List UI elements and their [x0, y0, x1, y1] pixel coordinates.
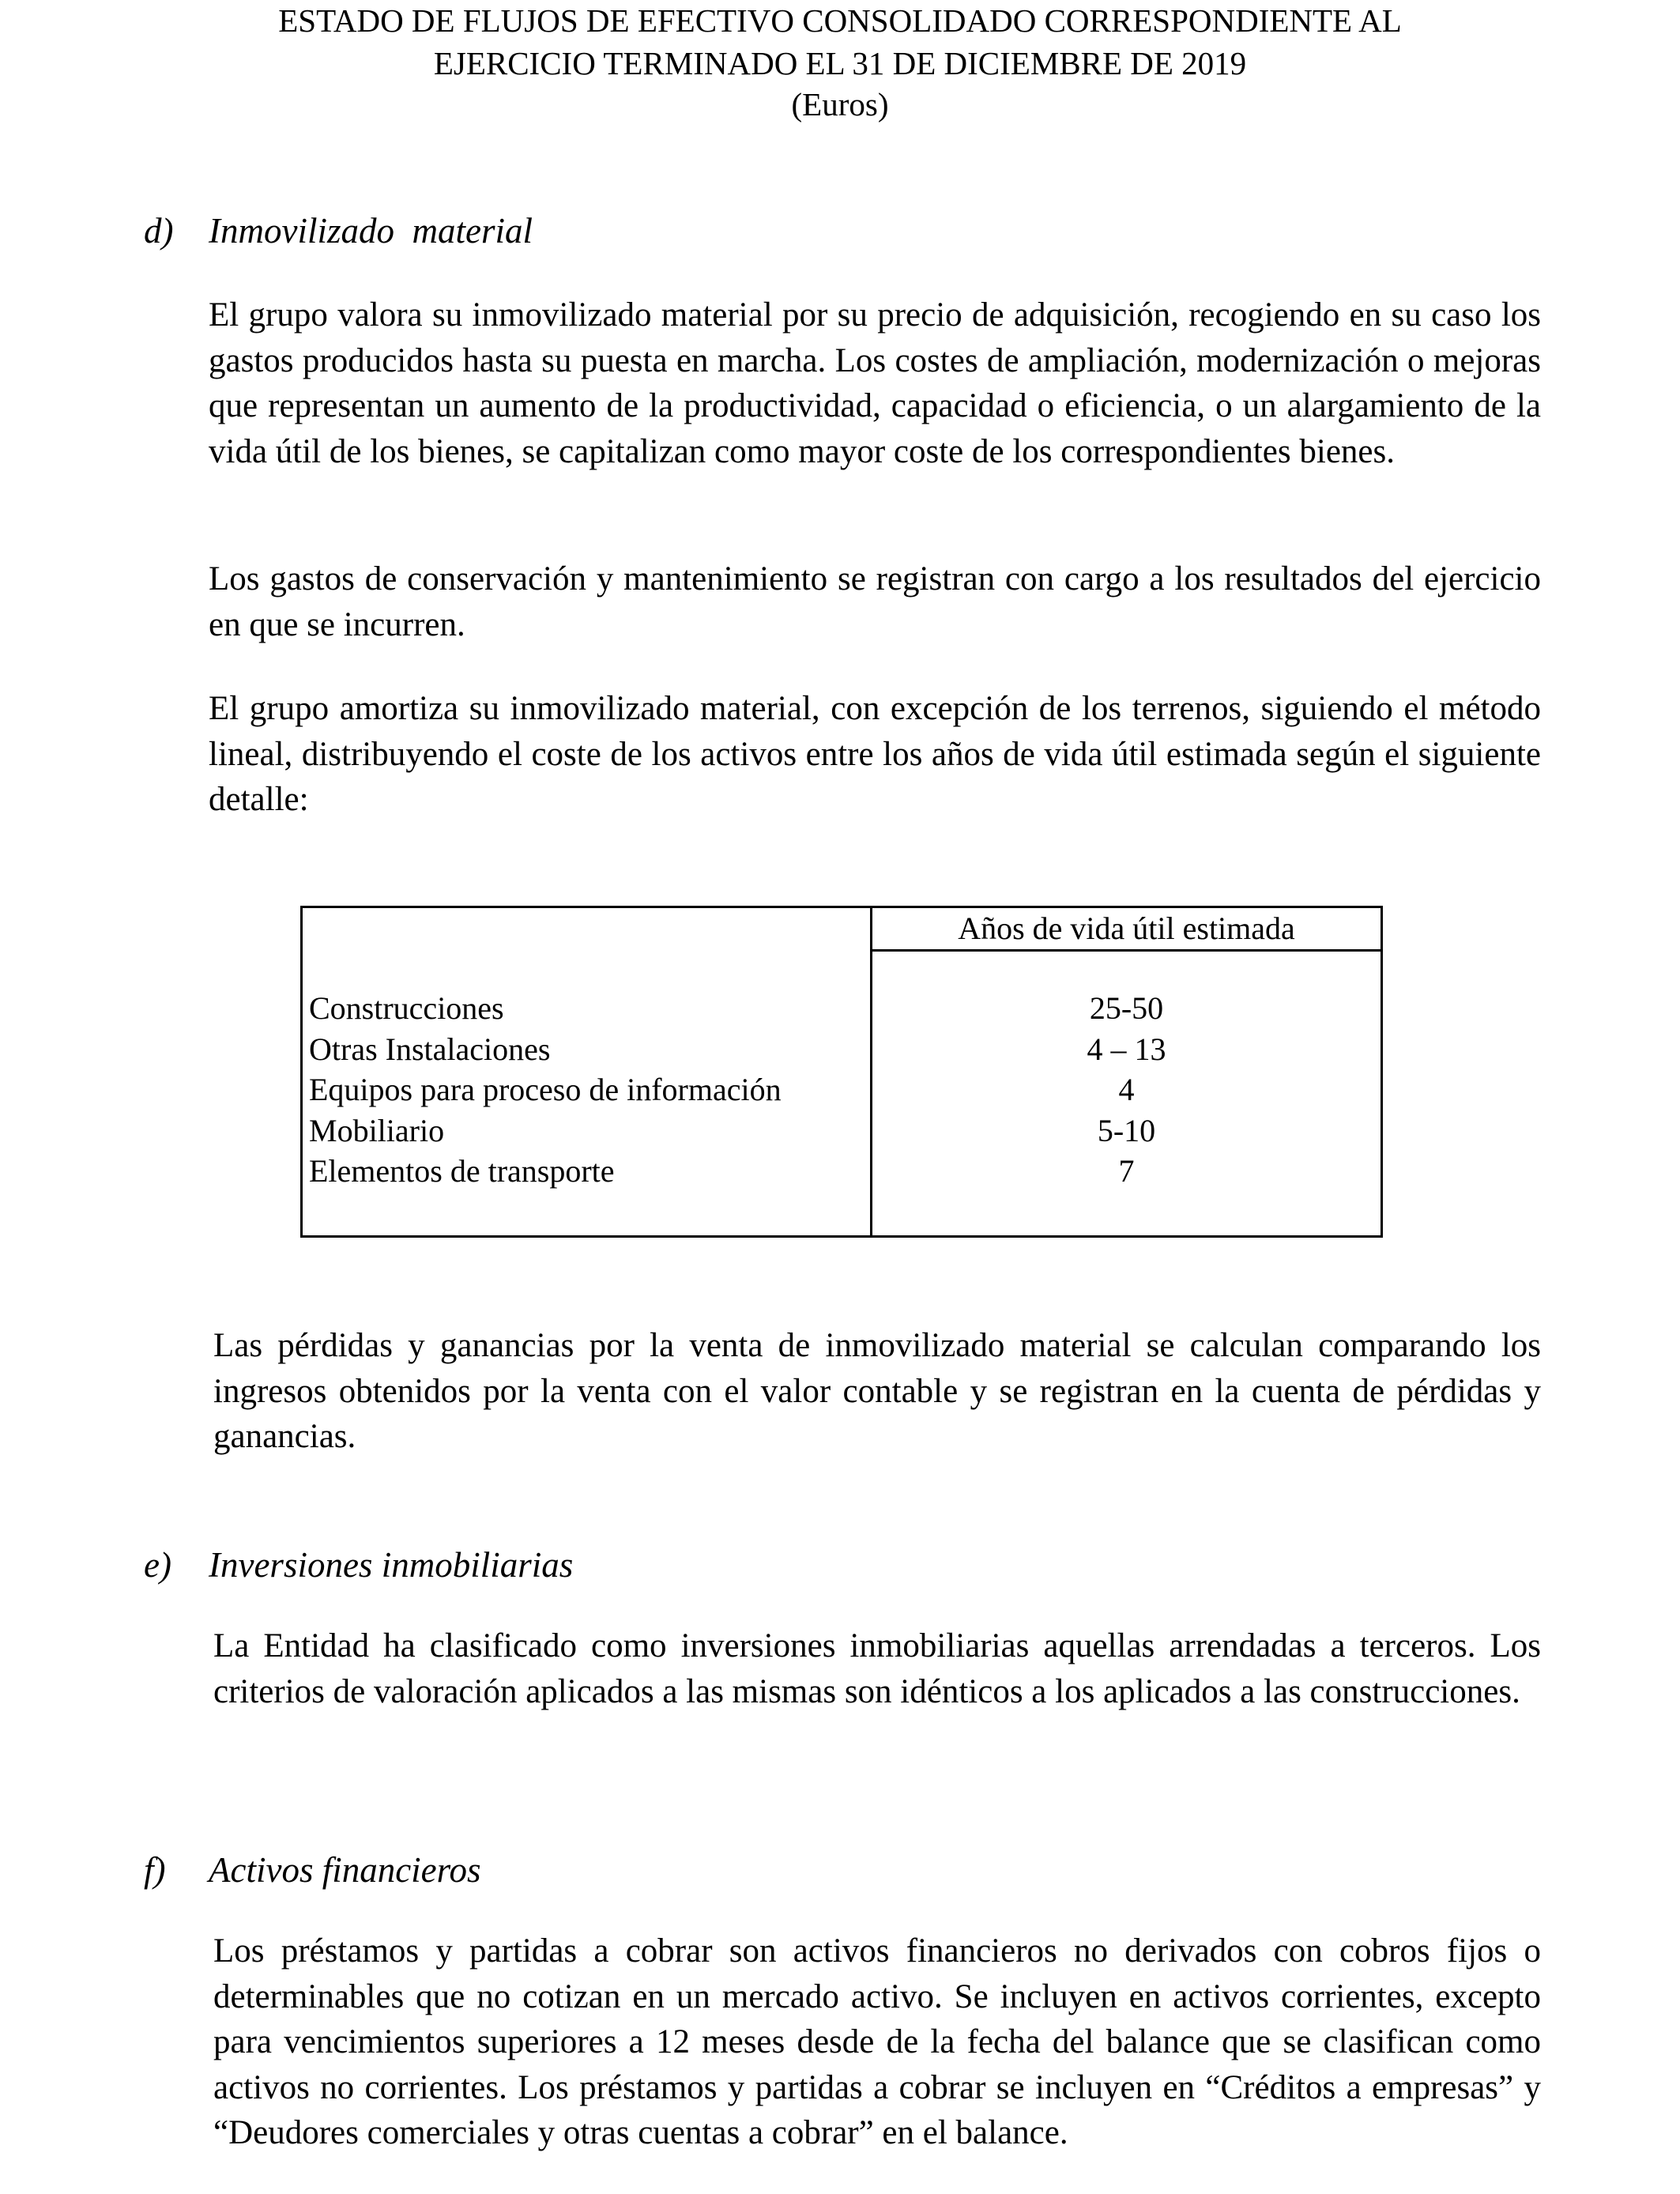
- table-header-divider: [870, 949, 1381, 952]
- table-row-label: Mobiliario: [309, 1112, 445, 1148]
- section-f-paragraph-1: Los préstamos y partidas a cobrar son activos financieros no derivados con cobros fijos o determinables que no cotizan en un mercado activo. Se incluyen en activos corrientes, excepto para vencimientos superiores a 12 meses desde de la fecha del balance que se clasifican como activos no corrientes. Los préstamos y partidas a cobrar se incluyen en “Créditos a empresas” y “Deudores comerciales y otras cuentas a cobrar” en el balance.: [213, 1932, 1541, 2151]
- table-row: [303, 1029, 1381, 1070]
- useful-life-table: [300, 906, 1383, 1238]
- section-f-title: Activos financieros: [209, 1850, 481, 1890]
- section-d-paragraph-4: Las pérdidas y ganancias por la venta de inmovilizado material se calculan comparando los ingresos obtenidos por la venta con el valor contable y se registran en la cuenta de pérdidas y ganancias.: [213, 1327, 1541, 1455]
- table-row: [303, 1151, 1381, 1192]
- table-row-label: Equipos para proceso de información: [309, 1072, 782, 1107]
- table-row-label: Otras Instalaciones: [309, 1031, 551, 1067]
- table-row-value: 5-10: [1097, 1112, 1156, 1148]
- table-row: [303, 1069, 1381, 1110]
- section-f-letter: f): [144, 1850, 166, 1890]
- table-row: [303, 1110, 1381, 1152]
- table-column-header: Años de vida útil estimada: [958, 910, 1295, 946]
- section-d-paragraph-1: El grupo valora su inmovilizado material por su precio de adquisición, recogiendo en su caso los gastos producidos hasta su puesta en marcha. Los costes de ampliación, modernización o mejoras que representan un aumento de la productividad, capacidad o eficiencia, o un alargamiento de la vida útil de los bienes, se capitalizan como mayor coste de los correspondientes bienes.: [209, 296, 1541, 470]
- table-row-label: Construcciones: [309, 990, 504, 1026]
- header-line-3: (Euros): [791, 86, 889, 123]
- section-d-title: Inmovilizado material: [209, 211, 533, 251]
- header-line-2: EJERCICIO TERMINADO EL 31 DE DICIEMBRE DE 2019: [433, 45, 1247, 81]
- table-row-value: 7: [1118, 1153, 1135, 1189]
- table-row-label: Elementos de transporte: [309, 1153, 615, 1189]
- section-d-paragraph-2: Los gastos de conservación y mantenimiento se registran con cargo a los resultados del ejercicio en que se incurren.: [209, 560, 1541, 643]
- section-d-paragraph-3: El grupo amortiza su inmovilizado material, con excepción de los terrenos, siguiendo el método lineal, distribuyendo el coste de los activos entre los años de vida útil estimada según el siguiente detalle:: [209, 690, 1541, 818]
- table-row-value: 4 – 13: [1087, 1031, 1166, 1067]
- section-d-letter: d): [144, 211, 174, 251]
- section-e-letter: e): [144, 1545, 171, 1585]
- section-e-title: Inversiones inmobiliarias: [209, 1545, 574, 1585]
- table-row-value: 4: [1118, 1072, 1135, 1107]
- section-e-paragraph-1: La Entidad ha clasificado como inversiones inmobiliarias aquellas arrendadas a terceros. Los criterios de valoración aplicados a las mismas son idénticos a los aplicados a las construcciones.: [213, 1627, 1541, 1710]
- table-body: [303, 988, 1381, 1192]
- table-row: [303, 988, 1381, 1029]
- table-row-value: 25-50: [1089, 990, 1164, 1026]
- header-line-1: ESTADO DE FLUJOS DE EFECTIVO CONSOLIDADO CORRESPONDIENTE AL: [278, 2, 1402, 39]
